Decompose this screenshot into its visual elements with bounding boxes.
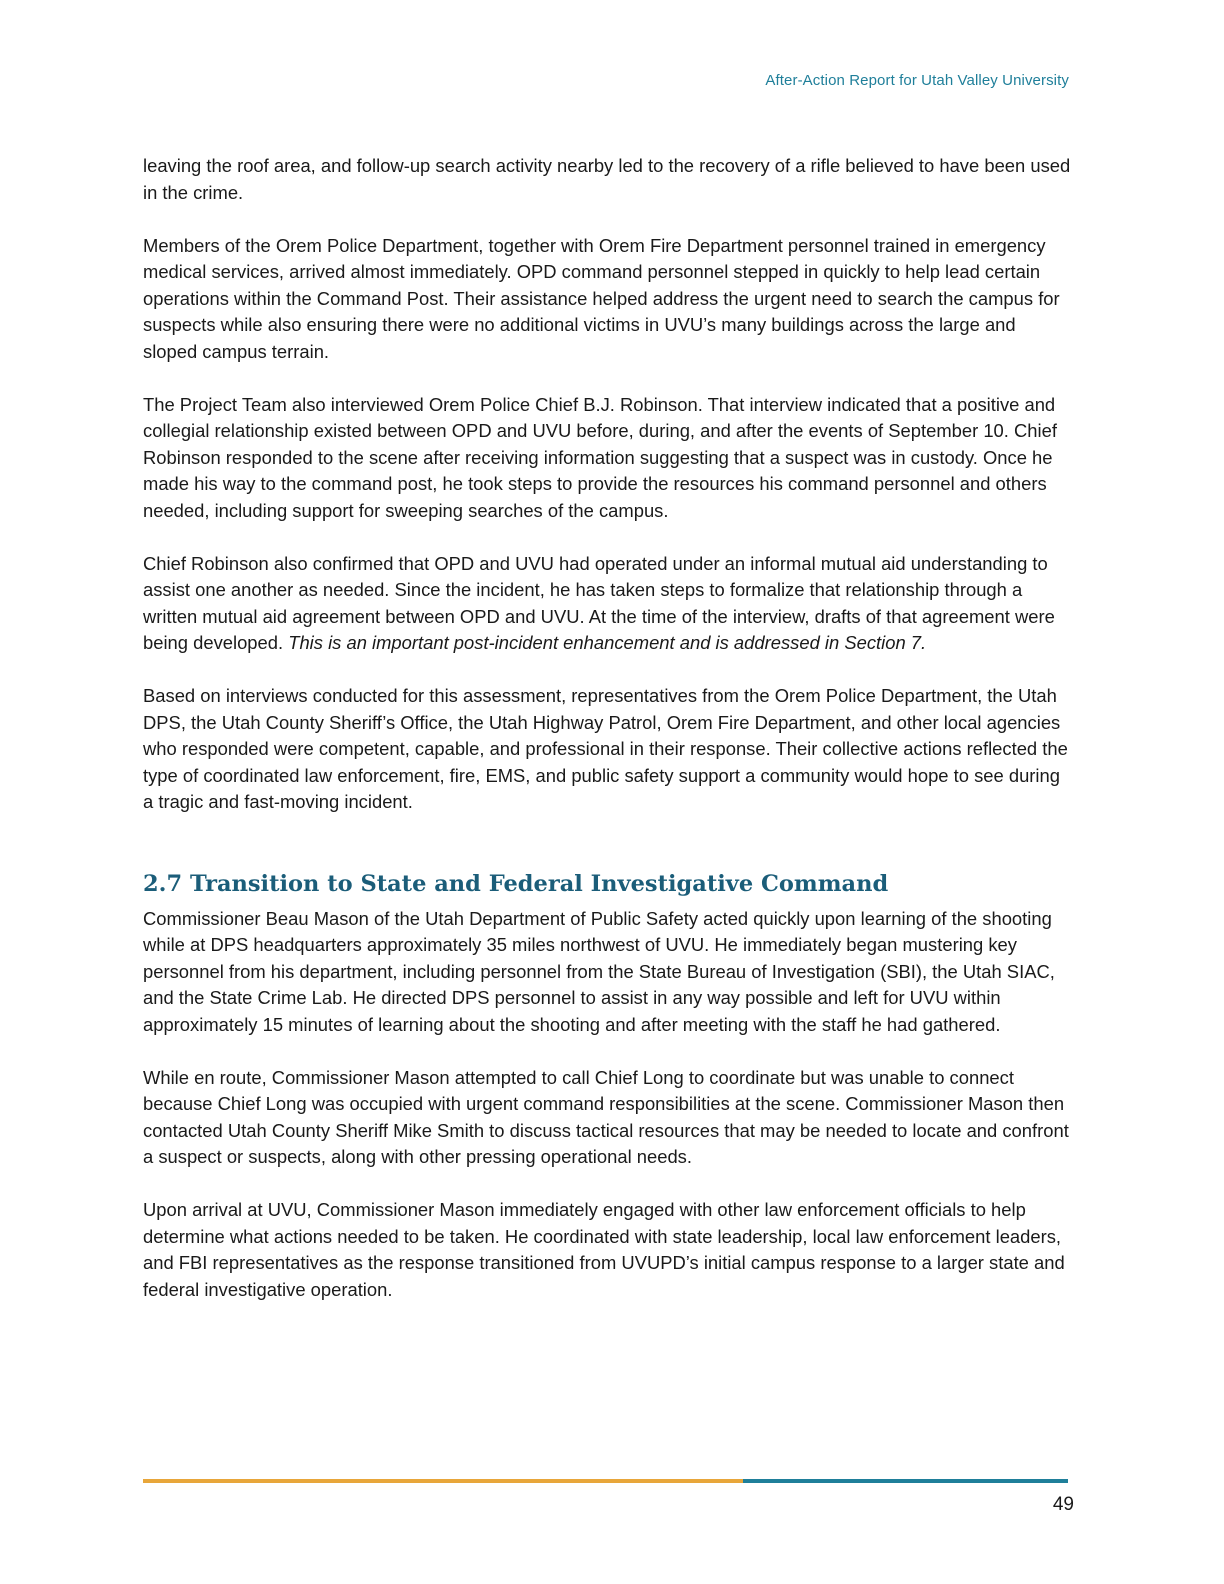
section-paragraph-3: Upon arrival at UVU, Commissioner Mason immediately engaged with other law enforcement officials to help determine what actions needed to be taken. He coordinated with state leadership, local law enforcement leaders, and FBI representatives as the response transitioned from UVUPD’s initial campus response to a larger state and federal investigative operation. bbox=[143, 1199, 1065, 1300]
body-paragraph-4-italic: This is an important post-incident enhancement and is addressed in Section 7. bbox=[288, 632, 927, 653]
running-header: After-Action Report for Utah Valley University bbox=[765, 72, 1069, 89]
section-paragraph-2: While en route, Commissioner Mason attempted to call Chief Long to coordinate but was unable to connect because Chief Long was occupied with urgent command responsibilities at the scene. Commissioner Mason then contacted Utah County Sheriff Mike Smith to discuss tactical resources that may be needed to locate and confront a suspect or suspects, along with other pressing operational needs. bbox=[143, 1066, 1069, 1167]
page-body bbox=[143, 153, 1073, 1330]
body-paragraph-1: leaving the roof area, and follow-up search activity nearby led to the recovery of a rifle believed to have been used in the crime. bbox=[143, 155, 1071, 203]
section-paragraph-1: Commissioner Beau Mason of the Utah Department of Public Safety acted quickly upon learning of the shooting while at DPS headquarters approximately 35 miles northwest of UVU. He immediately began mustering key personnel from his department, including personnel from the State Bureau of Investigation (SBI), the Utah SIAC, and the State Crime Lab. He directed DPS personnel to assist in any way possible and left for UVU within approximately 15 minutes of learning about the shooting and after meeting with the staff he had gathered. bbox=[143, 907, 1055, 1035]
footer-rule-teal bbox=[743, 1479, 1068, 1483]
body-paragraph-3: The Project Team also interviewed Orem Police Chief B.J. Robinson. That interview indicated that a positive and collegial relationship existed between OPD and UVU before, during, and after the events of September 10. Chief Robinson responded to the scene after receiving information suggesting that a suspect was in custody. Once he made his way to the command post, he took steps to provide the resources his command personnel and others needed, including support for sweeping searches of the campus. bbox=[143, 393, 1057, 521]
body-paragraph-4 bbox=[143, 551, 1073, 657]
body-paragraph-2: Members of the Orem Police Department, together with Orem Fire Department personnel trained in emergency medical services, arrived almost immediately. OPD command personnel stepped in quickly to help lead certain operations within the Command Post. Their assistance helped address the urgent need to search the campus for suspects while also ensuring there were no additional victims in UVU’s many buildings across the large and sloped campus terrain. bbox=[143, 234, 1060, 362]
footer-rule bbox=[143, 1479, 1068, 1483]
page-number: 49 bbox=[1052, 1494, 1074, 1515]
body-paragraph-5: Based on interviews conducted for this assessment, representatives from the Orem Police Department, the Utah DPS, the Utah County Sheriff’s Office, the Utah Highway Patrol, Orem Fire Department, and other local agencies who responded were competent, capable, and professional in their response. Their collective actions reflected the type of coordinated law enforcement, fire, EMS, and public safety support a community would hope to see during a tragic and fast-moving incident. bbox=[143, 685, 1068, 812]
section-heading: 2.7 Transition to State and Federal Investigative Command bbox=[143, 870, 889, 897]
body-paragraph-4-text: Chief Robinson also confirmed that OPD and UVU had operated under an informal mutual aid understanding to assist one another as needed. Since the incident, he has taken steps to formalize that relationship through a written mutual aid agreement between OPD and UVU. At the time of the interview, drafts of that agreement were being developed. bbox=[143, 552, 1055, 653]
footer-rule-gold bbox=[143, 1479, 743, 1483]
